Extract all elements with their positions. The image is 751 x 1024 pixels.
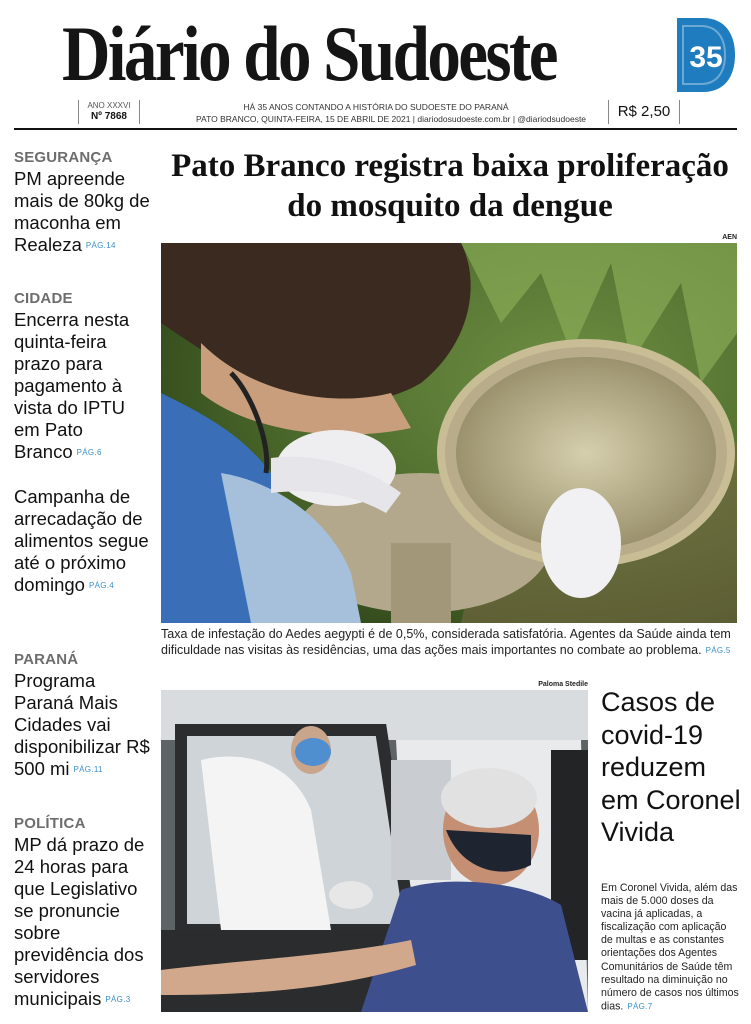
sidebar-item-cidade[interactable]	[14, 289, 154, 464]
main-photo-caption	[161, 627, 737, 658]
place-date-line: PATO BRANCO, QUINTA-FEIRA, 15 DE ABRIL DE 2021 | diariodosudoeste.com.br | @diariodsudoeste	[196, 114, 587, 124]
covid-headline[interactable]: Casos de covid-19 reduzem em Coronel Vivida	[601, 687, 741, 847]
page-reference: PÁG.3	[105, 995, 131, 1005]
masthead-info-line	[66, 100, 682, 128]
section-kicker: PARANÁ	[14, 651, 79, 668]
caption-text: Taxa de infestação do Aedes aegypti é de 0,5%, considerada satisfatória. Agentes da Saúde ainda tem dificuldade nas visitas às residências, uma das ações mais importantes no combate ao problema.	[161, 627, 731, 657]
issue-box	[78, 100, 140, 124]
sidebar-headline[interactable]: PM apreende mais de 80kg de maconha em Realeza	[14, 168, 150, 255]
section-kicker: CIDADE	[14, 290, 73, 307]
sidebar-headline[interactable]: Programa Paraná Mais Cidades vai disponibilizar R$ 500 mi	[14, 670, 150, 779]
sidebar-headline[interactable]: Campanha de arrecadação de alimentos segue até o próximo domingo	[14, 486, 149, 595]
covid-text	[601, 882, 739, 1013]
covid-body: Em Coronel Vivida, além das mais de 5.000 doses da vacina já aplicadas, a fiscalização com aplicação de multas e as constantes orientações dos Agentes Comunitários de Saúde têm resultado na diminuição no número de casos nos últimos dias.	[601, 882, 739, 1013]
sidebar-headline[interactable]: MP dá prazo de 24 horas para que Legislativo se pronuncie sobre previdência dos servidores municipais	[14, 834, 145, 1009]
page-reference: PÁG.7	[627, 1001, 653, 1011]
sidebar-item-campanha[interactable]	[14, 486, 154, 597]
dengue-inspection-photo[interactable]	[161, 243, 737, 623]
page-reference: PÁG.5	[705, 645, 731, 655]
sidebar-item-politica[interactable]	[14, 814, 154, 1011]
sidebar	[14, 148, 154, 1016]
anniversary-emblem-icon	[673, 14, 737, 96]
year-label: ANO XXXVI	[87, 101, 131, 110]
main-headline[interactable]: Pato Branco registra baixa proliferação do mosquito da dengue	[171, 148, 729, 224]
photo-credit: AEN	[722, 234, 737, 241]
issue-number: Nº 7868	[91, 111, 127, 122]
page-reference: PÁG.4	[88, 581, 115, 591]
photo-credit: Paloma Stedile	[538, 681, 588, 688]
sidebar-item-parana[interactable]	[14, 650, 154, 781]
sidebar-item-seguranca[interactable]	[14, 148, 154, 257]
page-reference: PÁG.11	[73, 765, 103, 775]
masthead-divider	[14, 128, 737, 130]
section-kicker: POLÍTICA	[14, 815, 86, 832]
page-reference: PÁG.6	[76, 448, 102, 458]
vaccination-photo[interactable]	[161, 690, 588, 1012]
masthead-title: Diário do Sudoeste	[62, 10, 556, 97]
price-label: R$ 2,50	[608, 100, 680, 124]
anniversary-number: 35	[689, 41, 723, 74]
section-kicker: SEGURANÇA	[14, 149, 113, 166]
tagline: HÁ 35 ANOS CONTANDO A HISTÓRIA DO SUDOESTE DO PARANÁ	[243, 102, 509, 112]
sidebar-headline[interactable]: Encerra nesta quinta-feira prazo para pagamento à vista do IPTU em Pato Branco	[14, 309, 130, 462]
page-reference: PÁG.14	[85, 241, 116, 251]
